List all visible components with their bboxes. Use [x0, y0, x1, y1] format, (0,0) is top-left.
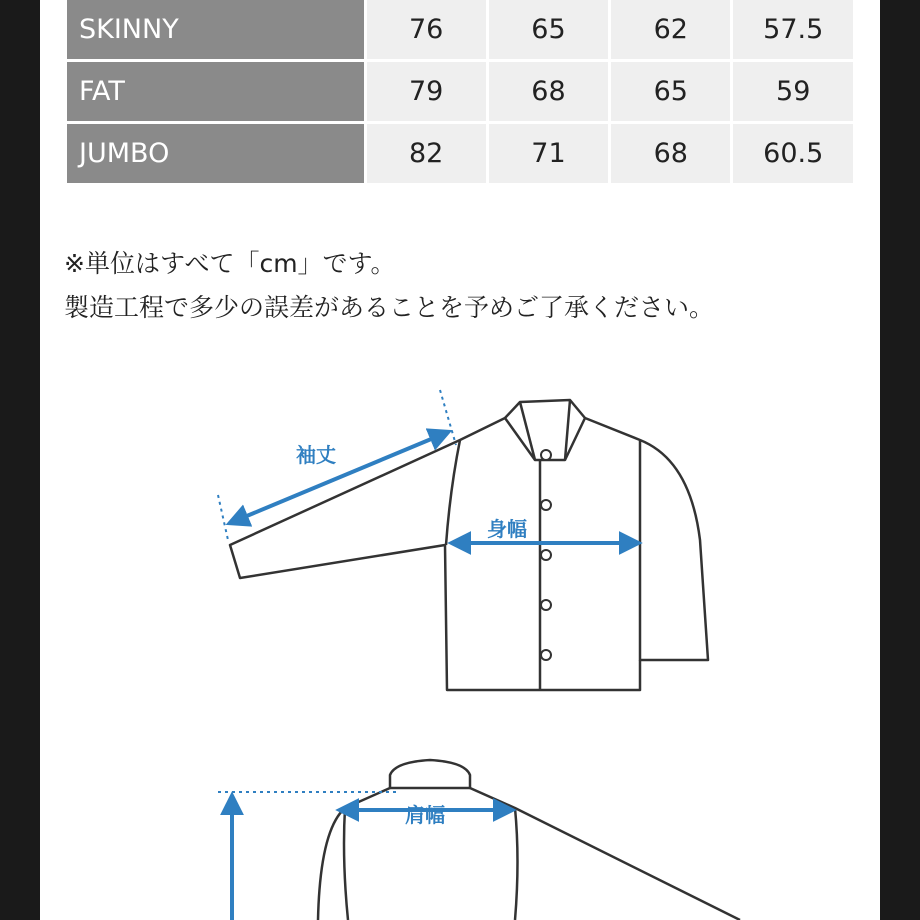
shoulder-label: 肩幅 [405, 803, 445, 827]
body-width-label: 身幅 [487, 517, 527, 541]
unit-note: ※単位はすべて「cm」です。 [64, 249, 396, 278]
size-value: 68 [611, 124, 730, 183]
size-value: 68 [489, 62, 608, 121]
size-value: 60.5 [733, 124, 853, 183]
measurement-diagram [0, 360, 920, 920]
shirt-diagram-svg [0, 360, 920, 920]
size-label: JUMBO [67, 124, 364, 183]
sleeve-arrow [230, 432, 448, 523]
dashed-guides [218, 390, 456, 540]
shirt-buttons [541, 450, 551, 660]
size-value: 65 [611, 62, 730, 121]
size-value: 65 [489, 0, 608, 59]
size-table [64, 0, 856, 186]
size-value: 82 [367, 124, 486, 183]
size-value: 57.5 [733, 0, 853, 59]
sleeve-label: 袖丈 [296, 443, 336, 467]
size-value: 59 [733, 62, 853, 121]
size-label: FAT [67, 62, 364, 121]
size-value: 76 [367, 0, 486, 59]
table-row [67, 124, 853, 183]
size-value: 71 [489, 124, 608, 183]
tolerance-note: 製造工程で多少の誤差があることを予めご了承ください。 [64, 293, 715, 322]
shirt-back-outline [318, 760, 740, 920]
table-row [67, 0, 853, 59]
size-label: SKINNY [67, 0, 364, 59]
size-value: 62 [611, 0, 730, 59]
table-row [67, 62, 853, 121]
size-value: 79 [367, 62, 486, 121]
